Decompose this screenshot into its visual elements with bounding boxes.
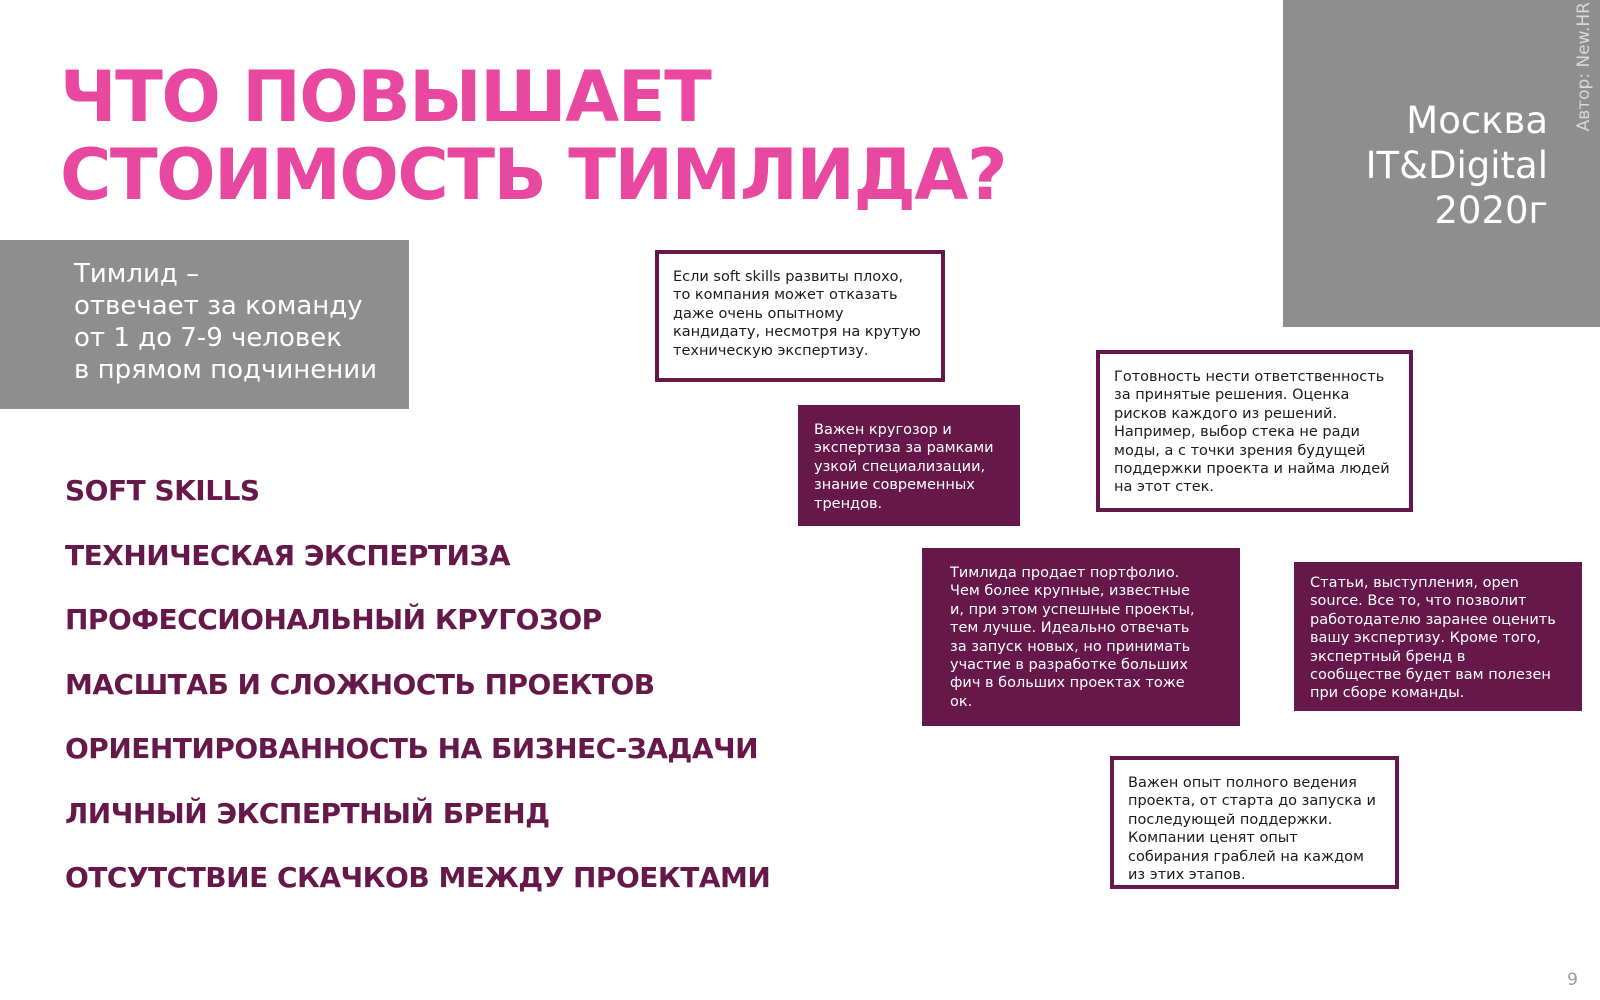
card-line: проекта, от старта до запуска и xyxy=(1128,793,1376,810)
factor-item: ТЕХНИЧЕСКАЯ ЭКСПЕРТИЗА xyxy=(65,538,511,572)
card-line: узкой специализации, xyxy=(814,458,986,475)
card-line: экспертный бренд в xyxy=(1310,648,1466,665)
card-line: собирания граблей на каждом xyxy=(1128,848,1364,865)
card-line: кандидату, несмотря на крутую xyxy=(673,324,921,341)
card-line: даже очень опытному xyxy=(673,305,844,322)
portfolio-card xyxy=(922,548,1240,726)
factor-item: SOFT SKILLS xyxy=(65,474,260,507)
factor-item: МАСШТАБ И СЛОЖНОСТЬ ПРОЕКТОВ xyxy=(65,667,655,701)
card-line: последующей поддержки. xyxy=(1128,811,1333,828)
card-line: работодателю заранее оценить xyxy=(1310,611,1556,628)
card-line: сообществе будет вам полезен xyxy=(1310,667,1551,684)
factor-item: ОТСУТСТВИЕ СКАЧКОВ МЕЖДУ ПРОЕКТАМИ xyxy=(65,861,771,894)
soft-skills-card xyxy=(655,250,945,382)
card-line: Важен кругозор и xyxy=(814,422,952,438)
location-info-box xyxy=(1283,0,1600,327)
responsibility-card xyxy=(1096,350,1413,512)
card-line: и, при этом успешные проекты, xyxy=(950,601,1195,618)
factors-list xyxy=(65,474,770,926)
outlook-card xyxy=(798,405,1020,526)
card-line: экспертиза за рамками xyxy=(814,440,994,457)
card-line: на этот стек. xyxy=(1114,479,1215,496)
card-line: при сборе команды. xyxy=(1310,685,1465,702)
factor-item: ЛИЧНЫЙ ЭКСПЕРТНЫЙ БРЕНД xyxy=(65,796,550,830)
card-line: участие в разработке больших xyxy=(950,657,1188,674)
card-line: вашу экспертизу. Кроме того, xyxy=(1310,630,1541,647)
slide-title xyxy=(60,58,1006,214)
factor-item: ПРОФЕССИОНАЛЬНЫЙ КРУГОЗОР xyxy=(65,603,602,636)
card-line: Например, выбор стека не ради xyxy=(1114,424,1360,441)
factor-item: ОРИЕНТИРОВАННОСТЬ НА БИЗНЕС-ЗАДАЧИ xyxy=(65,732,759,765)
definition-line: от 1 до 7-9 человек xyxy=(74,323,342,353)
card-line: Статьи, выступления, open xyxy=(1310,575,1519,591)
teamlead-definition-box xyxy=(0,240,409,409)
card-line: ок. xyxy=(950,693,973,710)
card-line: знание современных xyxy=(814,477,975,494)
card-line: за принятые решения. Оценка xyxy=(1114,387,1350,404)
definition-line: Тимлид – xyxy=(74,259,200,289)
card-line: поддержки проекта и найма людей xyxy=(1114,461,1390,478)
full-cycle-card xyxy=(1110,756,1399,889)
slide-title-line: ЧТО ПОВЫШАЕТ xyxy=(60,56,711,138)
info-line: 2020г xyxy=(1434,189,1548,232)
info-line: IT&Digital xyxy=(1365,144,1548,187)
card-line: за запуск новых, но принимать xyxy=(950,638,1191,655)
card-line: моды, а с точки зрения будущей xyxy=(1114,442,1366,459)
card-line: техническую экспертизу. xyxy=(673,342,869,359)
card-line: Важен опыт полного ведения xyxy=(1128,775,1357,791)
card-line: Готовность нести ответственность xyxy=(1114,369,1385,385)
card-line: трендов. xyxy=(814,495,883,512)
slide-title-line: СТОИМОСТЬ ТИМЛИДА? xyxy=(60,134,1007,216)
card-line: то компания может отказать xyxy=(673,287,898,304)
info-line: Москва xyxy=(1406,99,1548,142)
card-line: рисков каждого из решений. xyxy=(1114,405,1338,422)
card-line: Чем более крупные, известные xyxy=(950,583,1190,600)
card-line: из этих этапов. xyxy=(1128,867,1246,884)
card-line: source. Все то, что позволит xyxy=(1310,593,1527,610)
card-line: Если soft skills развиты плохо, xyxy=(673,269,904,285)
definition-line: отвечает за команду xyxy=(74,291,363,321)
expert-brand-card xyxy=(1294,562,1582,711)
author-credit: Автор: New.HR xyxy=(1574,2,1594,132)
location-info-text xyxy=(1366,98,1548,233)
page-number: 9 xyxy=(1567,970,1578,990)
definition-line: в прямом подчинении xyxy=(74,355,378,385)
card-line: Компании ценят опыт xyxy=(1128,830,1298,847)
card-line: тем лучше. Идеально отвечать xyxy=(950,620,1190,637)
card-line: Тимлида продает портфолио. xyxy=(950,565,1180,581)
card-line: фич в больших проектах тоже xyxy=(950,675,1185,692)
